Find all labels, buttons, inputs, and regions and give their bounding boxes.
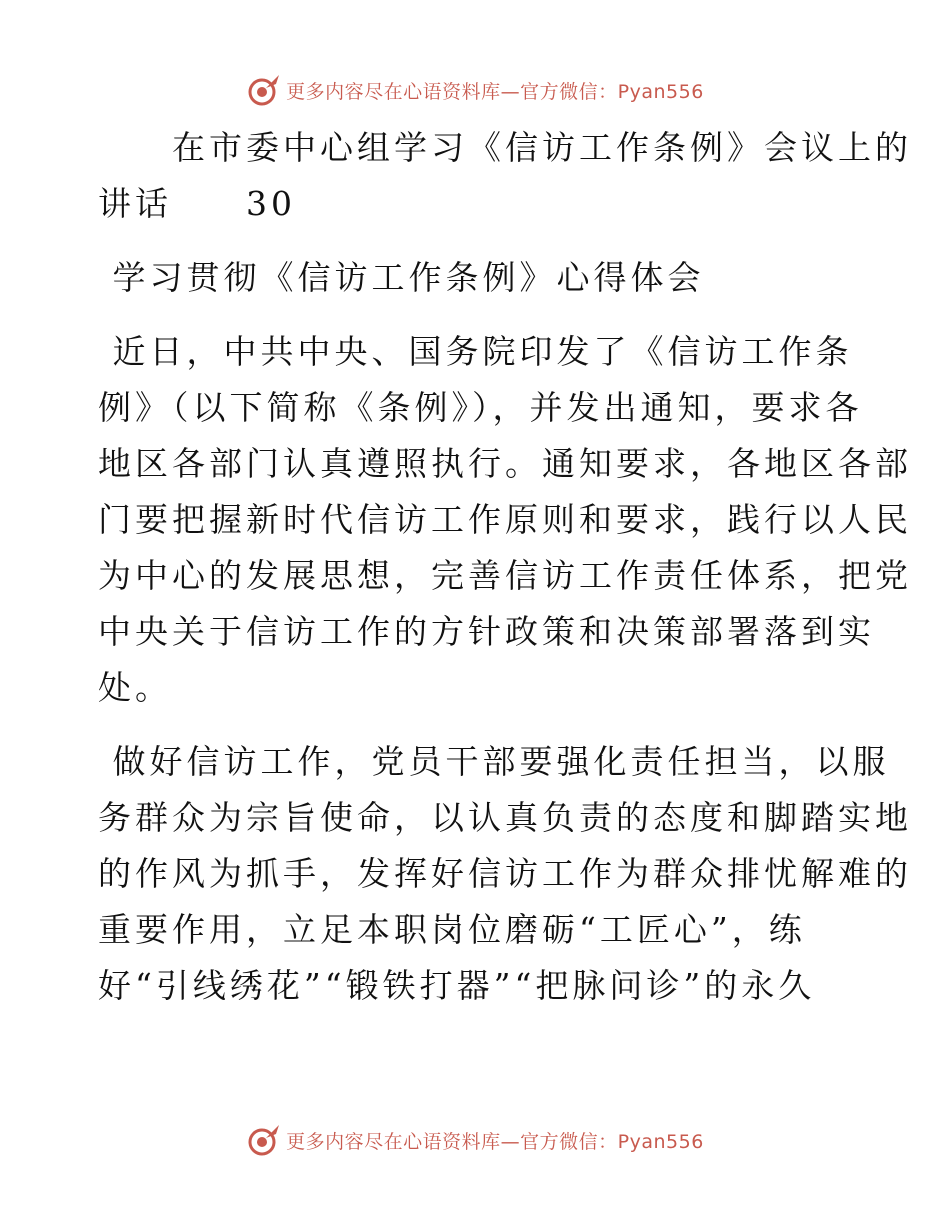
header-banner xyxy=(0,70,950,110)
paragraph-line: 重要作用，立足本职岗位磨砺“工匠心”，练 xyxy=(98,910,806,949)
subtitle: 学习贯彻《信访工作条例》心得体会 xyxy=(98,258,705,297)
banner-text: 更多内容尽在心语资料库—官方微信：Pyan556 xyxy=(286,80,704,103)
quill-logo-icon xyxy=(246,72,282,108)
banner-text: 更多内容尽在心语资料库—官方微信：Pyan556 xyxy=(286,1130,704,1153)
footer-banner xyxy=(0,1120,950,1160)
title-line-1: 在市委中心组学习《信访工作条例》会议上的 xyxy=(98,128,912,167)
paragraph-line: 门要把握新时代信访工作原则和要求，践行以人民 xyxy=(98,500,912,539)
paragraph-line: 中央关于信访工作的方针政策和决策部署落到实 xyxy=(98,612,875,651)
paragraph-line: 近日，中共中央、国务院印发了《信访工作条 xyxy=(98,332,853,371)
paragraph-line: 好“引线绣花”“锻铁打器”“把脉问诊”的永久 xyxy=(98,966,816,1005)
paragraph-line: 例》（以下简称《条例》），并发出通知，要求各 xyxy=(98,388,863,427)
paragraph-line: 的作风为抓手，发挥好信访工作为群众排忧解难的 xyxy=(98,854,912,893)
paragraph-line: 务群众为宗旨使命，以认真负责的态度和脚踏实地 xyxy=(98,798,912,837)
paragraph-line: 做好信访工作，党员干部要强化责任担当，以服 xyxy=(98,742,890,781)
paragraph-line: 地区各部门认真遵照执行。通知要求，各地区各部 xyxy=(98,444,912,483)
quill-logo-icon xyxy=(246,1122,282,1158)
paragraph-line: 处。 xyxy=(98,668,172,707)
title-line-2: 讲话 30 xyxy=(98,184,296,223)
paragraph-line: 为中心的发展思想，完善信访工作责任体系，把党 xyxy=(98,556,912,595)
